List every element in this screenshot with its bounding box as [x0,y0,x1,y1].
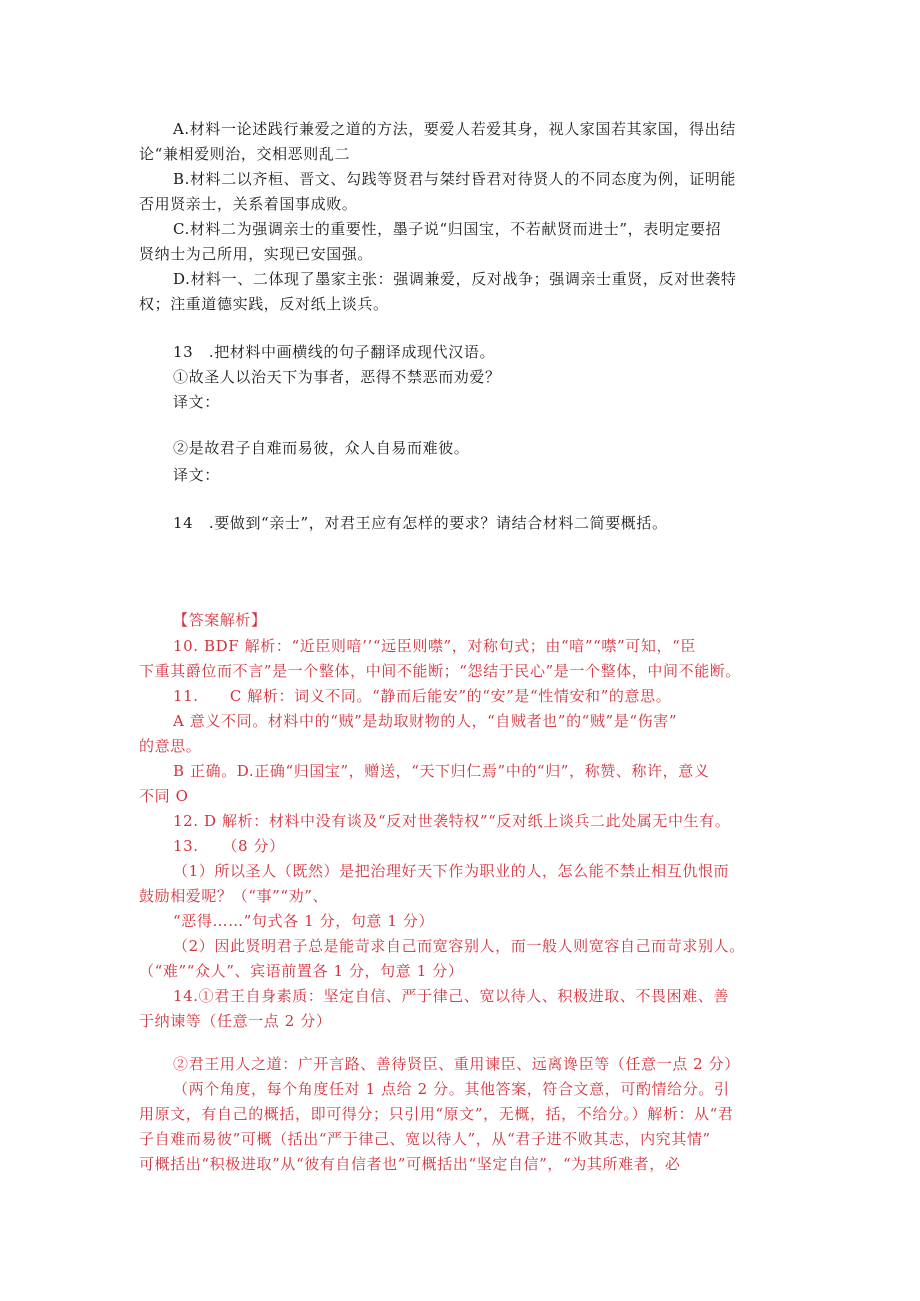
question-13-sentence-1: ①故圣人以治天下为事者，恶得不禁恶而劝爱？ [173,368,501,386]
answer-10-line1: 10. BDF 解析：“近臣则喑’’“远臣则噤”，对称句式；由“喑”“噤”可知，“臣 [173,637,696,655]
question-14-title: 14 .要做到“亲士”，对君王应有怎样的要求？请结合材料二简要概括。 [173,514,668,532]
option-a-line1: A.材料一论述践行兼爱之道的方法，要爱人若爱其身，视人家国若其家国，得出结 [173,120,736,138]
option-d-line1: D.材料一、二体现了墨家主张：强调兼爱，反对战争；强调亲士重贤，反对世袭特 [173,270,737,288]
answer-13-line3: 鼓励相爱呢？（“事”“劝”、 [139,887,329,905]
answer-13-line1: 13. （8 分） [173,837,285,855]
question-13-sentence-2: ②是故君子自难而易彼，众人自易而难彼。 [173,439,470,457]
answer-14-line1: 14.①君王自身素质：坚定自信、严于律己、宽以待人、积极进取、不畏困难、善 [173,987,730,1005]
answer-12-line1: 12. D 解析：材料中没有谈及“反对世袭特权”“反对纸上谈兵二此处属无中生有。 [173,812,731,830]
answer-10-line2: 下重其爵位而不言”是一个整体，中间不能断；“怨结于民心”是一个整体，中间不能断。 [139,662,742,680]
answer-11-line3: 的意思。 [139,737,202,755]
answer-14-line6: 子自难而易彼”可概（括出“严于律己、宽以待人”，从“君子进不败其志，内究其情” [139,1130,711,1148]
answer-14-line3: ②君王用人之道：广开言路、善待贤臣、重用谏臣、远离谗臣等（任意一点 2 分） [173,1055,740,1073]
question-13-title: 13 .把材料中画横线的句子翻译成现代汉语。 [173,343,496,361]
answer-13-line2: （1）所以圣人（既然）是把治理好天下作为职业的人，怎么能不禁止相互仇恨而 [173,862,730,880]
answer-13-line5: （2）因此贤明君子总是能苛求自己而宽容别人，而一般人则宽容自己而苛求别人。 [173,937,745,955]
answer-11-line5: 不同 O [139,787,189,805]
answer-14-line5: 用原文，有自己的概括，即可得分；只引用“原文”，无概，括，不给分。）解析：从“君 [139,1105,734,1123]
question-13-translation-2-label: 译文： [173,466,220,484]
answer-14-line4: （两个角度，每个角度任对 1 点给 2 分。其他答案，符合文意，可酌情给分。引 [173,1080,730,1098]
option-a-line2: 论“兼相爱则治，交相恶则乱二 [139,145,351,163]
option-b-line2: 否用贤亲士，关系着国事成败。 [139,195,358,213]
answer-14-line7: 可概括出“积极进取”从“彼有自信者也”可概括出“坚定自信”，“为其所难者，必 [139,1155,681,1173]
option-c-line1: C.材料二为强调亲士的重要性，墨子说“归国宝，不若献贤而进士”，表明定要招 [173,220,722,238]
answer-header: 【答案解析】 [173,611,267,629]
option-c-line2: 贤纳士为己所用，实现已安国强。 [139,245,374,263]
option-d-line2: 权；注重道德实践，反对纸上谈兵。 [139,295,389,313]
answer-13-line4: “恶得……”句式各 1 分，句意 1 分） [173,912,435,930]
answer-11-line1: 11. C 解析：词义不同。“静而后能安”的“安”是“性情安和”的意思。 [173,687,672,705]
option-b-line1: B.材料二以齐桓、晋文、勾践等贤君与桀纣昏君对待贤人的不同态度为例，证明能 [173,170,736,188]
answer-13-line6: （“难”“众人”、宾语前置各 1 分，句意 1 分） [139,962,464,980]
answer-11-line2: A 意义不同。材料中的“贼”是劫取财物的人，“自贼者也”的“贼”是“伤害” [173,712,678,730]
answer-14-line2: 于纳谏等（任意一点 2 分） [139,1012,332,1030]
question-13-translation-1-label: 译文： [173,393,220,411]
answer-11-line4: B 正确。D.正确“归国宝”，赠送，“天下归仁焉”中的“归”，称赞、称许，意义 [173,762,710,780]
